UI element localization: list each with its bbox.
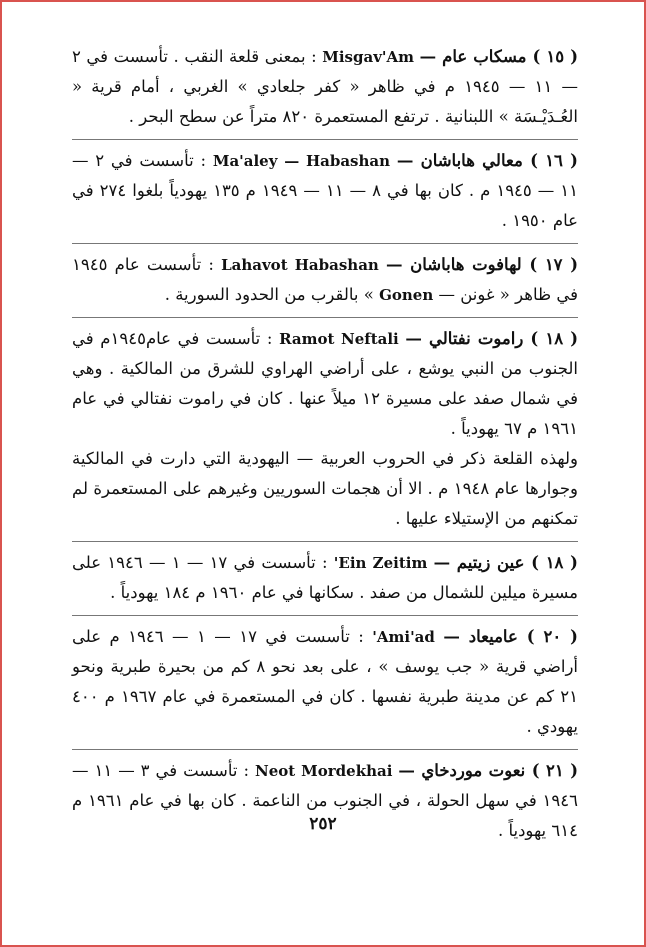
entry-text: : تأسست في ٣ — ١١ — ١٩٤٦ في سهل الحولة ، في الجنوب من الناعمة . كان بها في عام ١٩٦١ م ٦١٤ يهودياً . xyxy=(72,761,578,840)
divider xyxy=(72,615,578,616)
entry-17 xyxy=(72,250,578,310)
history-paragraph: ولهذه القلعة ذكر في الحروب العربية — اليهودية التي دارت في المالكية وجوارها عام ١٩٤٨ م . الا أن هجمات السوريين وغيرهم على المستعمرة لم تمكنهم من الإستيلاء عليها . xyxy=(72,449,578,528)
entry-heading: ( ١٧ ) لهافوت هاباشان — xyxy=(385,255,579,274)
entry-15 xyxy=(72,42,578,132)
entry-heading: ( ٢٠ ) عاميعاد — xyxy=(443,627,578,646)
entry-latin-name: Ramot Neftali xyxy=(279,330,399,348)
divider xyxy=(72,243,578,244)
entry-text-2: » بالقرب من الحدود السورية . xyxy=(164,285,374,304)
divider xyxy=(72,749,578,750)
entry-text: : تأسست في ٢ — ١١ — ١٩٤٥ م . كان بها في ٨ — ١١ — ١٩٤٩ م ١٣٥ يهودياً بلغوا ٢٧٤ في عام ١٩٥٠ . xyxy=(72,151,579,230)
page-body xyxy=(72,42,578,846)
entry-latin-name: Lahavot Habashan xyxy=(221,256,379,274)
entry-latin-name: Misgav'Am xyxy=(322,48,415,66)
entry-heading: ( ١٦ ) معالي هاباشان — xyxy=(396,151,578,170)
entry-text: : تأسست عام ١٩٤٥ في ظاهر « غونن — xyxy=(72,255,578,304)
entry-latin-name: Neot Mordekhai xyxy=(255,762,393,780)
entry-18-ramot xyxy=(72,324,578,444)
entry-text: : تأسست في ١٧ — ١ — ١٩٤٦ على مسيرة ميلين للشمال من صفد . سكانها في عام ١٩٦٠ م ١٨٤ يهودياً . xyxy=(72,553,578,602)
entry-heading: ( ١٥ ) مسكاب عام — xyxy=(419,47,578,66)
entry-heading: ( ١٨ ) راموت نفتالي — xyxy=(405,329,579,348)
page-number: ٢٥٢ xyxy=(309,814,337,834)
entry-latin-name-2: Gonen xyxy=(379,286,434,304)
entry-text: : بمعنى قلعة النقب . تأسست في ٢ — ١١ — ١٩٤٥ م في ظاهر « كفر جلعادي » الغربي ، أمام قرية « العُـدَيْـسَة » اللبنانية . ترتفع المستعمرة ٨٢٠ متراً عن سطح البحر . xyxy=(72,47,578,126)
entry-text: : تأسست في ١٧ — ١ — ١٩٤٦ م على أراضي قرية « جب يوسف » ، على بعد نحو ٨ كم من بحيرة طبرية ونحو ٢١ كم عن مدينة طبرية نفسها . كان في المستعمرة في عام ١٩٦٧ م ٤٠٠ يهودي . xyxy=(72,627,578,736)
entry-16 xyxy=(72,146,578,236)
entry-20 xyxy=(72,622,578,742)
entry-heading: ( ٢١ ) نعوت موردخاي — xyxy=(398,761,579,780)
divider xyxy=(72,317,578,318)
entry-18-ein-zeitim xyxy=(72,548,578,608)
entry-latin-name: 'Ami'ad xyxy=(372,628,435,646)
entry-text: : تأسست في عام١٩٤٥م في الجنوب من النبي يوشع ، على أراضي الهراوي للشرق من المالكية . وهي في شمال صفد على مسيرة ١٢ ميلاً عنها . كان في راموت نفتالي في عام ١٩٦١ م ٦٧ يهودياً . xyxy=(72,329,579,438)
divider xyxy=(72,139,578,140)
entry-heading: ( ١٨ ) عين زيتيم — xyxy=(433,553,578,572)
divider xyxy=(72,541,578,542)
entry-latin-name: Ma'aley — Habashan xyxy=(212,152,391,170)
entry-latin-name: 'Ein Zeitim xyxy=(333,554,428,572)
